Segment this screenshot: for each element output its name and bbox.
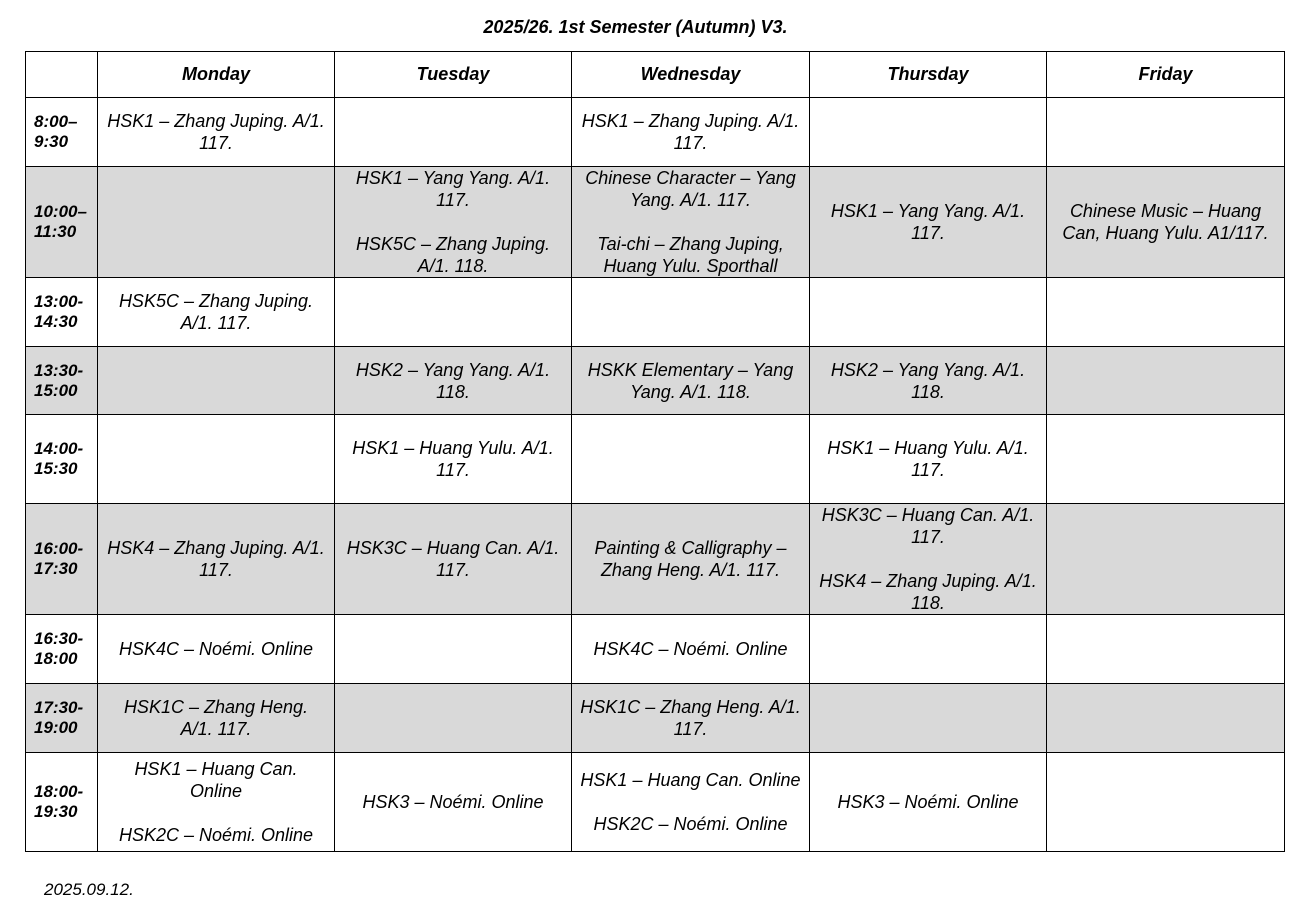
class-entry: HSK1 – Yang Yang. A/1. 117.: [830, 201, 1026, 243]
schedule-cell-wednesday: [572, 615, 810, 684]
schedule-cell-thursday: [810, 347, 1047, 415]
day-header-thursday: Thursday: [810, 52, 1047, 98]
time-slot-row: [26, 347, 1285, 415]
class-entry: HSK5C – Zhang Juping. A/1. 117.: [118, 291, 314, 333]
schedule-cell-wednesday: [572, 278, 810, 347]
schedule-cell-friday: [1047, 347, 1285, 415]
day-header-monday: Monday: [98, 52, 335, 98]
schedule-cell-friday: [1047, 415, 1285, 504]
corner-cell: [26, 52, 98, 98]
time-slot-row: [26, 415, 1285, 504]
schedule-cell-tuesday: [335, 684, 572, 753]
time-end: 9:30: [34, 132, 69, 151]
schedule-cell-tuesday: [335, 415, 572, 504]
schedule-cell-friday: [1047, 278, 1285, 347]
time-slot-label: [26, 615, 98, 684]
schedule-cell-thursday: [810, 753, 1047, 852]
class-entry: HSK3 – Noémi. Online: [837, 792, 1019, 812]
schedule-cell-monday: [98, 347, 335, 415]
class-entry: HSK1 – Zhang Juping. A/1. 117.: [581, 111, 800, 153]
schedule-cell-tuesday: [335, 167, 572, 278]
time-slot-label: [26, 167, 98, 278]
schedule-cell-wednesday: [572, 504, 810, 615]
schedule-cell-friday: [1047, 684, 1285, 753]
class-entry: HSK4C – Noémi. Online: [118, 639, 314, 659]
class-entry: HSK4 – Zhang Juping. A/1. 117.: [107, 538, 325, 580]
time-start: 16:30-: [34, 629, 84, 648]
time-start: 16:00-: [34, 539, 84, 558]
class-entry: HSK1 – Huang Yulu. A/1. 117.: [352, 438, 554, 480]
time-slot-row: [26, 615, 1285, 684]
schedule-cell-thursday: [810, 504, 1047, 615]
time-slot-label: [26, 278, 98, 347]
class-entry: HSK1 – Zhang Juping. A/1. 117.: [107, 111, 325, 153]
schedule-cell-monday: [98, 415, 335, 504]
schedule-cell-thursday: [810, 684, 1047, 753]
class-entry: Tai-chi – Zhang Juping, Huang Yulu. Sporthall: [597, 234, 784, 276]
time-slot-label: [26, 415, 98, 504]
class-entry: HSK1C – Zhang Heng. A/1. 117.: [580, 697, 801, 739]
schedule-cell-thursday: [810, 615, 1047, 684]
schedule-cell-monday: [98, 504, 335, 615]
class-entry: HSK5C – Zhang Juping. A/1. 118.: [355, 234, 551, 276]
time-slot-label: [26, 504, 98, 615]
day-header-wednesday: Wednesday: [572, 52, 810, 98]
time-end: 11:30: [34, 222, 77, 241]
schedule-cell-wednesday: [572, 347, 810, 415]
time-end: 15:30: [34, 459, 78, 478]
class-entry: HSK4C – Noémi. Online: [593, 639, 788, 659]
schedule-cell-tuesday: [335, 98, 572, 167]
schedule-cell-friday: [1047, 615, 1285, 684]
time-start: 18:00-: [34, 782, 84, 801]
schedule-cell-wednesday: [572, 167, 810, 278]
time-slot-row: [26, 753, 1285, 852]
day-header-friday: Friday: [1047, 52, 1285, 98]
time-slot-row: [26, 504, 1285, 615]
schedule-cell-monday: [98, 98, 335, 167]
time-end: 19:30: [34, 802, 78, 821]
time-start: 10:00–: [34, 202, 87, 221]
class-entry: HSK3 – Noémi. Online: [362, 792, 544, 812]
schedule-cell-thursday: [810, 415, 1047, 504]
time-slot-row: [26, 278, 1285, 347]
class-entry: HSK4 – Zhang Juping. A/1. 118.: [819, 571, 1037, 613]
time-start: 14:00-: [34, 439, 84, 458]
time-start: 17:30-: [34, 698, 84, 717]
schedule-cell-friday: [1047, 504, 1285, 615]
schedule-cell-monday: [98, 684, 335, 753]
schedule-cell-wednesday: [572, 415, 810, 504]
schedule-cell-thursday: [810, 278, 1047, 347]
schedule-cell-friday: [1047, 98, 1285, 167]
schedule-cell-tuesday: [335, 753, 572, 852]
class-entry: HSK2C – Noémi. Online: [593, 814, 788, 834]
schedule-cell-wednesday: [572, 98, 810, 167]
schedule-cell-tuesday: [335, 504, 572, 615]
class-entry: HSK3C – Huang Can. A/1. 117.: [821, 505, 1035, 547]
schedule-cell-wednesday: [572, 753, 810, 852]
schedule-cell-wednesday: [572, 684, 810, 753]
time-start: 13:00-: [34, 292, 84, 311]
schedule-cell-thursday: [810, 167, 1047, 278]
time-slot-label: [26, 684, 98, 753]
time-end: 15:00: [34, 380, 78, 400]
schedule-cell-thursday: [810, 98, 1047, 167]
time-slot-row: [26, 98, 1285, 167]
day-header-tuesday: Tuesday: [335, 52, 572, 98]
class-entry: HSK1 – Yang Yang. A/1. 117.: [355, 168, 551, 210]
time-end: 18:00: [34, 649, 78, 668]
schedule-cell-friday: [1047, 753, 1285, 852]
schedule-cell-monday: [98, 167, 335, 278]
footer-date: 2025.09.12.: [44, 880, 134, 899]
class-entry: HSK2C – Noémi. Online: [118, 825, 314, 845]
time-end: 14:30: [34, 312, 78, 331]
class-entry: HSK1 – Huang Yulu. A/1. 117.: [827, 438, 1029, 480]
time-slot-label: [26, 347, 98, 415]
class-entry: Painting & Calligraphy – Zhang Heng. A/1. 117.: [594, 538, 787, 580]
schedule-cell-tuesday: [335, 615, 572, 684]
class-entry: HSK3C – Huang Can. A/1. 117.: [346, 538, 560, 580]
schedule-cell-tuesday: [335, 278, 572, 347]
class-entry: HSK1 – Huang Can. Online: [134, 759, 298, 801]
class-entry: Chinese Music – Huang Can, Huang Yulu. A1/117.: [1062, 201, 1269, 243]
document-title: 2025/26. 1st Semester (Autumn) V3.: [483, 17, 788, 37]
time-slot-row: [26, 167, 1285, 278]
class-entry: HSK1C – Zhang Heng. A/1. 117.: [123, 697, 309, 739]
class-entry: HSKK Elementary – Yang Yang. A/1. 118.: [587, 359, 794, 402]
class-entry: HSK2 – Yang Yang. A/1. 118.: [830, 359, 1026, 402]
class-entry: HSK2 – Yang Yang. A/1. 118.: [355, 359, 551, 402]
time-end: 19:00: [34, 718, 78, 737]
time-start: 8:00–: [34, 112, 78, 131]
time-slot-row: [26, 684, 1285, 753]
schedule-cell-monday: [98, 753, 335, 852]
time-end: 17:30: [34, 559, 78, 578]
schedule-cell-monday: [98, 278, 335, 347]
time-slot-label: [26, 98, 98, 167]
schedule-cell-tuesday: [335, 347, 572, 415]
class-entry: Chinese Character – Yang Yang. A/1. 117.: [585, 168, 796, 210]
schedule-cell-friday: [1047, 167, 1285, 278]
schedule-cell-monday: [98, 615, 335, 684]
class-entry: HSK1 – Huang Can. Online: [580, 770, 801, 790]
time-start: 13:30-: [34, 360, 84, 380]
header-row: [26, 52, 1285, 98]
timetable: [25, 51, 1285, 852]
time-slot-label: [26, 753, 98, 852]
